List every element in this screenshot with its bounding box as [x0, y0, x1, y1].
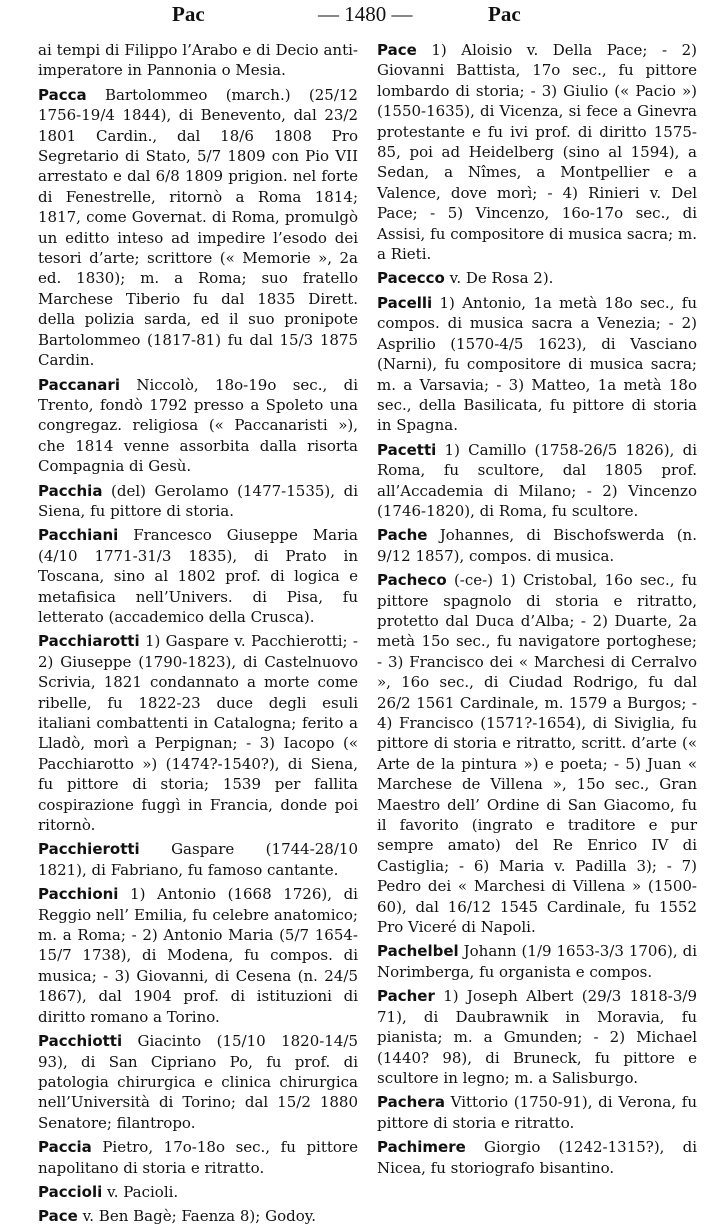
dictionary-entry [38, 1031, 358, 1133]
entry-headword: Pacchiani [38, 526, 119, 545]
dictionary-entry [38, 839, 358, 880]
entry-text: Giacinto (15/10 1820-14/5 93), di San Cipriano Po, fu prof. di patologia chirurgica e clinica chirurgica nell’Università di Torino; dal 15/2 1880 Senatore; filantropo. [38, 1032, 358, 1132]
entry-text: 1) Antonio, 1a metà 18o sec., fu compos. di musica sacra a Venezia; - 2) Asprilio (1570-4/5 1623), di Vasciano (Narni), fu compositore di musica sacra; m. a Varsavia; - 3) Matteo, 1a metà 18o sec., della Basilicata, fu pittore di storia in Spagna. [377, 293, 697, 435]
entry-headword: Pacetti [377, 440, 437, 459]
dictionary-entry [377, 986, 697, 1088]
entry-text: ai tempi di Filippo l’Arabo e di Decio anti-imperatore in Pannonia o Mesia. [38, 41, 358, 80]
entry-headword: Pacecco [377, 269, 445, 288]
entry-text: Vittorio (1750-91), di Verona, fu pittore di storia e ritratto. [377, 1093, 697, 1132]
entry-headword: Pachelbel [377, 942, 459, 961]
entry-text: Bartolommeo (march.) (25/12 1756-19/4 1844), di Benevento, dal 23/2 1801 Cardin., dal 18/6 1808 Pro Segretario di Stato, 5/7 1809 con Pio VII arrestato e dal 6/8 1809 prigion. nel forte di Fenestrelle, ritornò a Roma 1814; 1817, come Governat. di Roma, promulgò un editto inteso ad impedire l’esodo dei tesori d’arte; scrittore (« Memorie », 2a ed. 1830); m. a Roma; suo fratello Marchese Tiberio fu dal 1835 Dirett. della polizia sarda, ed il suo pronipote Bartolommeo (1817-81) fu dal 15/3 1875 Cardin. [38, 85, 358, 370]
dictionary-entry [38, 1137, 358, 1178]
dictionary-entry [38, 481, 358, 522]
entry-text: 1) Antonio (1668 1726), di Reggio nell’ Emilia, fu celebre anatomico; m. a Roma; - 2) Antonio Maria (5/7 1654-15/7 1738), di Modena, fu compos. di musica; - 3) Giovanni, di Cesena (n. 24/5 1867), dal 1904 prof. di istituzioni di diritto romano a Torino. [38, 885, 358, 1026]
dictionary-entry [377, 525, 697, 566]
dictionary-entry [38, 525, 358, 627]
entry-headword: Paccioli [38, 1182, 103, 1201]
entry-text: Giorgio (1242-1315?), di Nicea, fu storiografo bisantino. [377, 1138, 697, 1177]
entry-text: 1) Camillo (1758-26/5 1826), di Roma, fu scultore, dal 1805 prof. all’Accademia di Milano; - 2) Vincenzo (1746-1820), di Roma, fu scultore. [377, 440, 697, 520]
entry-text: Gaspare (1744-28/10 1821), di Fabriano, fu famoso cantante. [38, 840, 358, 879]
entry-text: Niccolò, 18o-19o sec., di Trento, fondò 1792 presso a Spoleto una congregaz. religiosa (« Paccanaristi »), che 1814 venne assorbita dalla risorta Compagnia di Gesù. [38, 375, 358, 476]
entry-headword: Pace [377, 41, 417, 59]
entry-headword: Paccia [38, 1138, 92, 1157]
dictionary-entry [377, 40, 697, 264]
entry-headword: Pachimere [377, 1138, 466, 1157]
left-column [38, 40, 358, 1231]
entry-headword: Paccanari [38, 375, 120, 394]
dictionary-entry [38, 85, 358, 371]
entry-text: Johannes, di Bischofswerda (n. 9/12 1857), compos. di musica. [377, 526, 697, 565]
entry-text: (-ce-) 1) Cristobal, 16o sec., fu pittore spagnolo di storia e ritratto, protetto dal Duca d’Alba; - 2) Duarte, 2a metà 15o sec., fu navigatore portoghese; - 3) Francisco dei « Marchesi di Cerralvo », 16o sec., di Ciudad Rodrigo, fu dal 26/2 1561 Cardinale, m. 1579 a Burgos; - 4) Francisco (1571?-1654), di Siviglia, fu pittore di storia e ritratto, scritt. d’arte (« Arte de la pintura ») e poeta; - 5) Juan « Marchese de Villena », 15o sec., Gran Maestro dell’ Ordine di San Giacomo, fu il favorito (ingrato e traditore e pur sempre amato) del Re Enrico IV di Castiglia; - 6) Maria v. Padilla 3); - 7) Pedro dei « Marchesi di Villena » (1500-60), dal 16/12 1545 Cardinale, fu 1552 Pro Viceré di Napoli. [377, 571, 697, 937]
entry-headword: Pace [38, 1207, 78, 1226]
dictionary-entry [38, 631, 358, 835]
entry-headword: Pacelli [377, 293, 433, 312]
page-number: — 1480 — [318, 2, 413, 26]
dictionary-entry [38, 40, 358, 81]
entry-text: Francesco Giuseppe Maria (4/10 1771-31/3 1835), di Prato in Toscana, sino al 1802 prof. di logica e metafisica nell’Univers. di Pisa, fu letterato (accademico della Crusca). [38, 526, 358, 626]
dictionary-entry [377, 440, 697, 522]
entry-text: v. Pacioli. [107, 1182, 179, 1201]
dictionary-entry [377, 570, 697, 937]
header-left-keyword: Pac [172, 2, 205, 26]
dictionary-entry [38, 1182, 358, 1202]
dictionary-entry [377, 1092, 697, 1133]
dictionary-entry [38, 375, 358, 477]
entry-text: v. De Rosa 2). [449, 269, 554, 288]
entry-text: 1) Joseph Albert (29/3 1818-3/9 71), di Daubrawnik in Moravia, fu pianista; m. a Gmunden; - 2) Michael (1440? 98), di Bruneck, fu pittore e scultore in legno; m. a Salisburgo. [377, 987, 697, 1087]
entry-headword: Pachera [377, 1093, 445, 1112]
dictionary-entry [377, 293, 697, 436]
entry-text: Johann (1/9 1653-3/3 1706), di Norimberga, fu organista e compos. [377, 942, 697, 981]
dictionary-entry [377, 268, 697, 288]
entry-text: 1) Gaspare v. Pacchierotti; - 2) Giuseppe (1790-1823), di Castelnuovo Scrivia, 1821 condannato a morte come ribelle, fu 1822-23 duce degli esuli italiani combattenti in Catalogna; ferito a Lladò, morì a Perpignan; - 3) Iacopo (« Pacchiarotto ») (1474?-1540?), di Siena, fu pittore di storia; 1539 per fallita cospirazione fuggì in Francia, donde poi ritornò. [38, 632, 358, 835]
dictionary-entry [38, 1206, 358, 1226]
dictionary-entry [38, 884, 358, 1027]
entry-headword: Pacheco [377, 571, 447, 590]
dictionary-entry [377, 1137, 697, 1178]
entry-text: 1) Aloisio v. Della Pace; - 2) Giovanni Battista, 17o sec., fu pittore lombardo di storia; - 3) Giulio (« Pacio ») (1550-1635), di Vicenza, si fece a Ginevra protestante e fu ivi prof. di diritto 1575-85, poi ad Heidelberg (sino al 1594), a Sedan, a Nîmes, a Montpellier e a Valence, dove morì; - 4) Rinieri v. Del Pace; - 5) Vincenzo, 16o-17o sec., di Assisi, fu compositore di musica sacra; m. a Rieti. [377, 41, 697, 264]
entry-headword: Pache [377, 526, 428, 545]
page-header [0, 0, 718, 34]
entry-headword: Pacca [38, 85, 87, 104]
dictionary-entry [377, 941, 697, 982]
entry-text: v. Ben Bagè; Faenza 8); Godoy. [82, 1207, 316, 1226]
entry-headword: Pacher [377, 987, 435, 1006]
right-column [377, 40, 697, 1182]
entry-headword: Pacchiarotti [38, 632, 140, 651]
entry-text: (del) Gerolamo (1477-1535), di Siena, fu pittore di storia. [38, 481, 358, 520]
entry-headword: Pacchioni [38, 885, 119, 904]
entry-text: Pietro, 17o-18o sec., fu pittore napolitano di storia e ritratto. [38, 1138, 358, 1177]
entry-headword: Pacchiotti [38, 1032, 123, 1051]
entry-headword: Pacchierotti [38, 840, 140, 859]
entry-headword: Pacchia [38, 481, 103, 500]
header-right-keyword: Pac [488, 2, 521, 26]
